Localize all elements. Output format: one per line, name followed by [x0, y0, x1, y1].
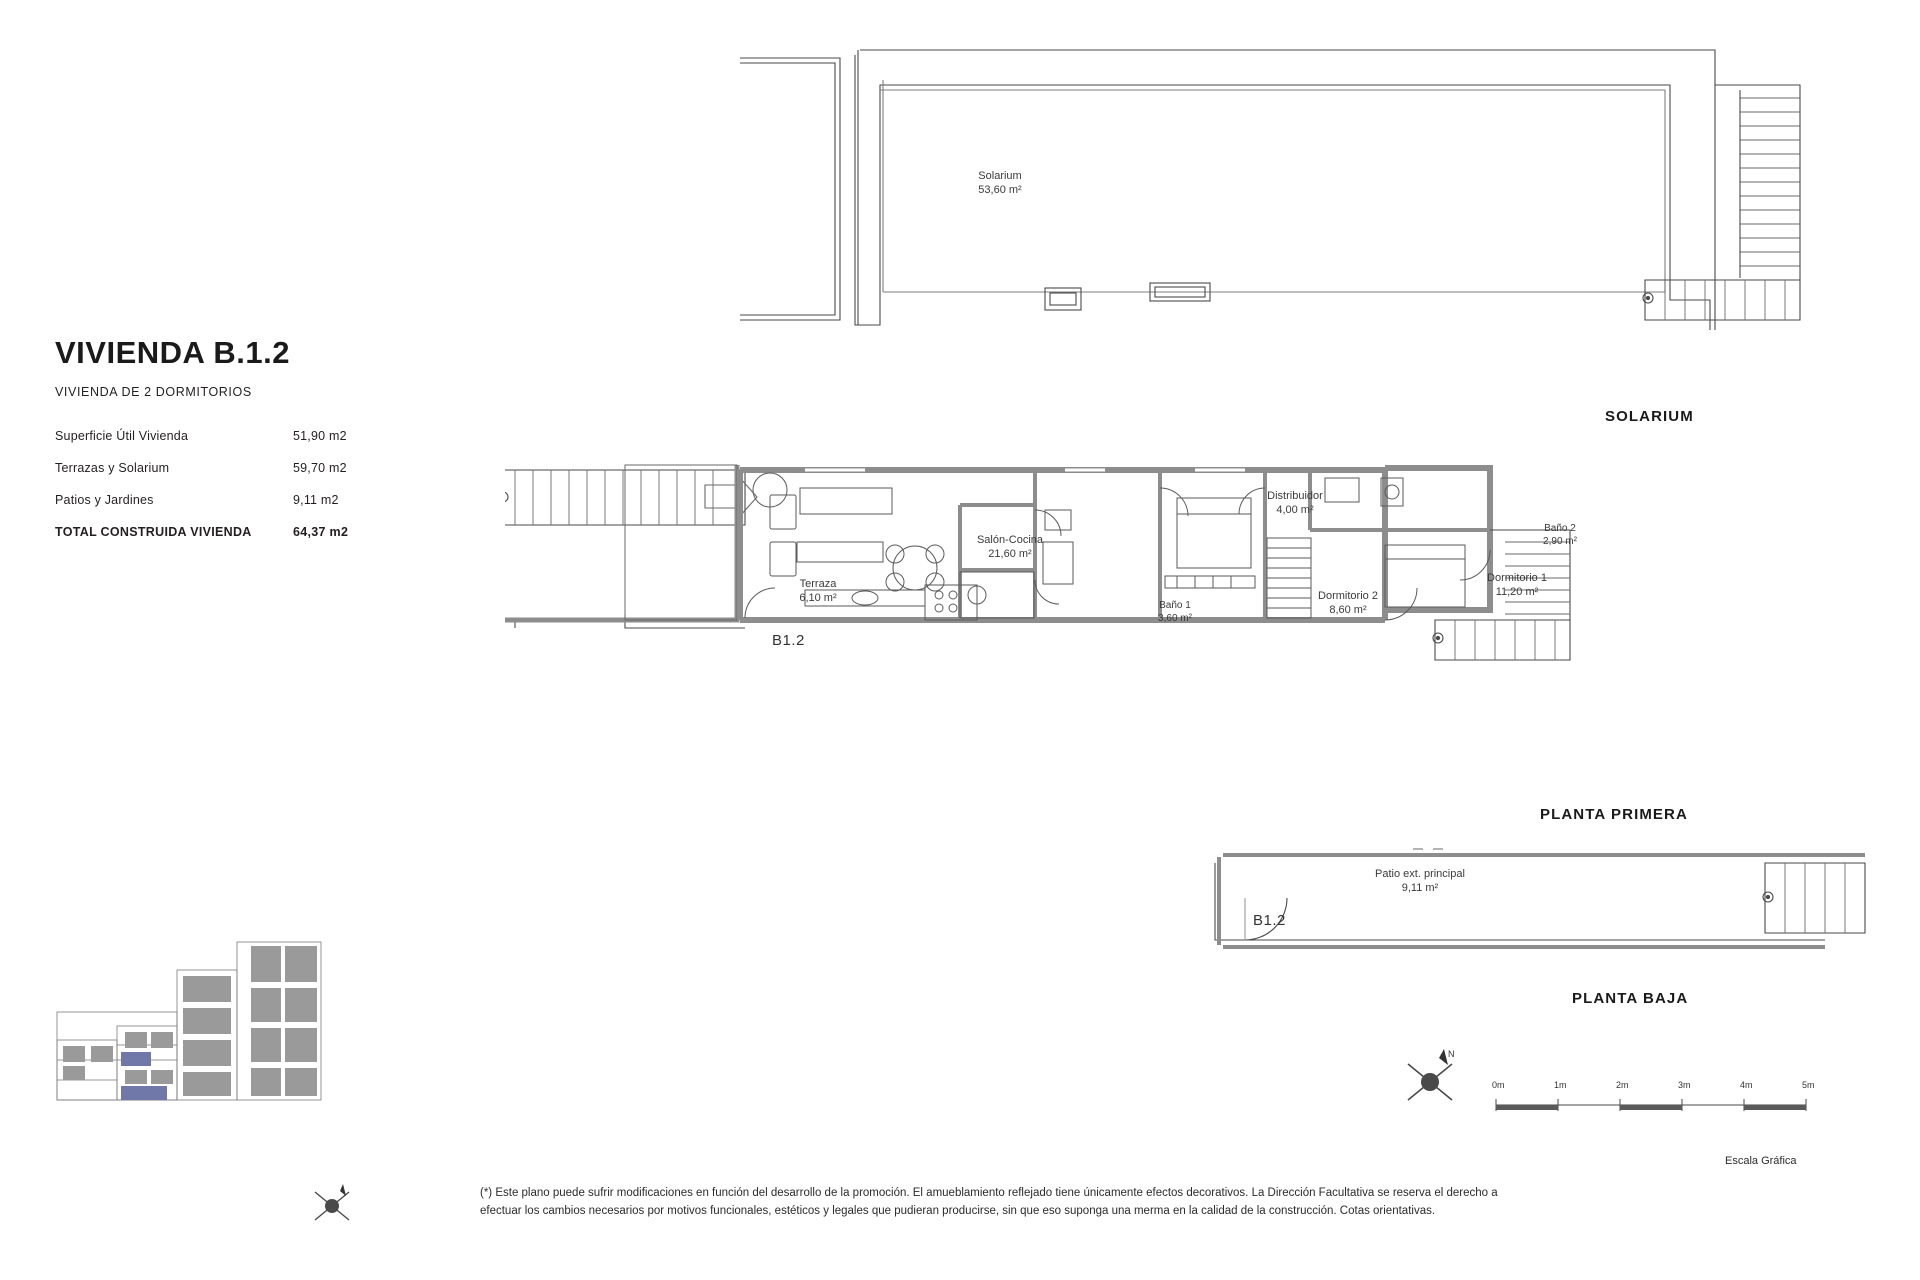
- planta-baja-drawing: [1205, 845, 1905, 965]
- room-area: 21,60 m²: [988, 547, 1032, 560]
- room-name: Baño 1: [1159, 600, 1191, 611]
- spec-label: Terrazas y Solarium: [55, 461, 170, 475]
- sheet-title-planta-primera: PLANTA PRIMERA: [1540, 806, 1688, 823]
- unit-tag-planta-primera: B1.2: [772, 632, 805, 649]
- room-name: Salón-Cocina: [976, 534, 1044, 546]
- room-name: Solarium: [978, 170, 1022, 182]
- room-label-bano-1: [1130, 600, 1220, 625]
- sheet-title-solarium: SOLARIUM: [1605, 408, 1694, 425]
- disclaimer-line-2: efectuar los cambios necesarios por motivos funcionales, estéticos y legales que pudieran producirse, sin que eso suponga una merma en la calidad de la construcción. Cotas orientativas.: [480, 1204, 1436, 1217]
- disclaimer-line-1: (*) Este plano puede sufrir modificaciones en función del desarrollo de la promoción. El amueblamiento reflejado tiene únicamente efectos decorativos. La Dirección Facultativa se reserva el derecho a: [480, 1187, 1498, 1199]
- spec-row: [55, 429, 395, 443]
- north-label: N: [1448, 1049, 1455, 1059]
- room-label-salon-cocina: [940, 534, 1080, 562]
- scale-tick-3: 3m: [1678, 1080, 1691, 1090]
- room-area: 11,20 m²: [1495, 585, 1539, 598]
- room-area: 53,60 m²: [978, 183, 1022, 196]
- page-subtitle: VIVIENDA DE 2 DORMITORIOS: [55, 385, 252, 399]
- scale-tick-2: 2m: [1616, 1080, 1629, 1090]
- spec-label: Superficie Útil Vivienda: [55, 429, 189, 443]
- scale-caption: Escala Gráfica: [1725, 1155, 1797, 1167]
- page-title: VIVIENDA B.1.2: [55, 335, 290, 370]
- spec-label: Patios y Jardines: [55, 493, 154, 507]
- room-name: Patio ext. principal: [1375, 868, 1465, 880]
- room-name: Terraza: [799, 578, 837, 590]
- scale-tick-1: 1m: [1554, 1080, 1567, 1090]
- scale-tick-4: 4m: [1740, 1080, 1753, 1090]
- room-label-dormitorio-2: [1288, 590, 1408, 618]
- room-label-terraza: [770, 578, 866, 606]
- spec-value: 9,11 m2: [293, 493, 339, 507]
- room-area: 9,11 m²: [1401, 881, 1439, 894]
- disclaimer: [480, 1185, 1820, 1221]
- spec-row: [55, 461, 395, 475]
- room-area: 2,90 m²: [1543, 535, 1577, 547]
- spec-value: 51,90 m2: [293, 429, 347, 443]
- room-label-bano-2: [1510, 523, 1610, 548]
- room-area: 4,00 m²: [1276, 503, 1314, 516]
- room-area: 3,60 m²: [1158, 612, 1192, 624]
- sheet-title-planta-baja: PLANTA BAJA: [1572, 990, 1689, 1007]
- room-label-dormitorio-1: [1452, 572, 1582, 600]
- room-name: Baño 2: [1544, 523, 1576, 534]
- room-label-solarium: [930, 170, 1070, 198]
- title-block: [55, 335, 455, 557]
- scale-tick-0: 0m: [1492, 1080, 1505, 1090]
- spec-row: [55, 493, 395, 507]
- scale-tick-5: 5m: [1802, 1080, 1815, 1090]
- room-label-patio: [1325, 868, 1515, 896]
- north-arrow-icon-scale: [1400, 1045, 1460, 1107]
- room-name: Dormitorio 2: [1318, 590, 1378, 602]
- room-name: Dormitorio 1: [1487, 572, 1547, 584]
- solarium-plan-drawing: [740, 30, 1820, 350]
- scale-bar: [1490, 1075, 1820, 1123]
- room-label-distribuidor: [1230, 490, 1360, 518]
- spec-row-total: [55, 525, 395, 539]
- key-plan: [55, 940, 325, 1105]
- room-name: Distribuidor: [1267, 490, 1323, 502]
- spec-value: 64,37 m2: [293, 525, 349, 539]
- spec-label: TOTAL CONSTRUIDA VIVIENDA: [55, 525, 252, 539]
- planta-primera-drawing: [505, 450, 1725, 750]
- north-arrow-icon: [310, 1180, 356, 1226]
- unit-tag-planta-baja: B1.2: [1253, 912, 1286, 929]
- spec-value: 59,70 m2: [293, 461, 347, 475]
- room-area: 8,60 m²: [1329, 603, 1367, 616]
- room-area: 6,10 m²: [799, 591, 837, 604]
